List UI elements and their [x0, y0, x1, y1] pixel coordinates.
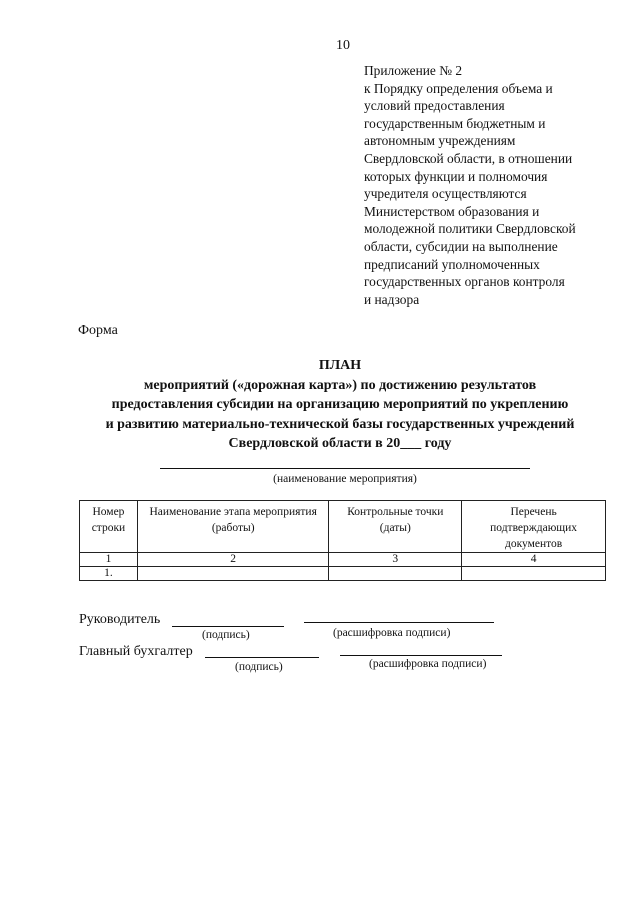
- page-number: 10: [336, 38, 350, 53]
- accountant-signature-caption: (подпись): [235, 661, 283, 673]
- title-line: и развитию материально-технической базы государственных учреждений: [105, 416, 575, 432]
- appendix-line: государственным бюджетным и: [364, 115, 546, 131]
- table-cell: [329, 567, 462, 581]
- appendix-line: Свердловской области, в отношении: [364, 150, 573, 166]
- table-row: [80, 567, 606, 581]
- head-decode-line: [304, 622, 494, 623]
- accountant-signature-line: [205, 657, 319, 658]
- table-cell: [462, 567, 606, 581]
- appendix-line: Министерством образования и: [364, 203, 540, 219]
- head-signature-caption: (подпись): [202, 629, 250, 641]
- table-cell: 1.: [80, 567, 138, 581]
- header-control-points: Контрольные точки (даты): [329, 501, 462, 553]
- appendix-line: государственных органов контроля: [364, 274, 565, 290]
- table-header-row: [80, 501, 606, 553]
- title-line: Свердловской области в 20___ году: [228, 436, 452, 451]
- column-number: 4: [462, 553, 606, 567]
- appendix-note: [364, 62, 614, 308]
- accountant-decode-caption: (расшифровка подписи): [369, 658, 487, 670]
- header-row-number: Номер строки: [80, 501, 138, 553]
- head-decode-caption: (расшифровка подписи): [333, 627, 451, 639]
- accountant-label: Главный бухгалтер: [79, 644, 193, 659]
- appendix-line: области, субсидии на выполнение: [364, 238, 558, 254]
- appendix-line: и надзора: [364, 291, 420, 307]
- appendix-line: учредителя осуществляются: [364, 186, 527, 202]
- column-number: 1: [80, 553, 138, 567]
- head-signature-line: [172, 626, 284, 627]
- table-cell: [137, 567, 329, 581]
- title-line: мероприятий («дорожная карта») по достижению результатов: [143, 377, 537, 393]
- form-label: Форма: [78, 323, 118, 338]
- appendix-line: которых функции и полномочия: [364, 168, 548, 184]
- column-number: 2: [137, 553, 329, 567]
- title-heading: ПЛАН: [318, 358, 362, 373]
- head-label: Руководитель: [79, 612, 161, 627]
- header-documents: Перечень подтверждающих документов: [462, 501, 606, 553]
- title-line: предоставления субсидии на организацию мероприятий по укреплению: [111, 397, 569, 412]
- appendix-line: предписаний уполномоченных: [364, 256, 540, 272]
- accountant-decode-line: [340, 655, 502, 656]
- column-number-row: [80, 553, 606, 567]
- appendix-line: автономным учреждениям: [364, 133, 516, 149]
- column-number: 3: [329, 553, 462, 567]
- appendix-line: условий предоставления: [364, 98, 505, 114]
- plan-table: [79, 500, 606, 581]
- document-title: [60, 356, 620, 454]
- appendix-line: к Порядку определения объема и: [364, 80, 553, 96]
- header-stage-name: Наименование этапа мероприятия (работы): [137, 501, 329, 553]
- event-name-caption: (наименование мероприятия): [273, 473, 417, 485]
- appendix-line: Приложение № 2: [364, 63, 463, 78]
- appendix-line: молодежной политики Свердловской: [364, 221, 576, 237]
- event-name-line: [160, 468, 530, 469]
